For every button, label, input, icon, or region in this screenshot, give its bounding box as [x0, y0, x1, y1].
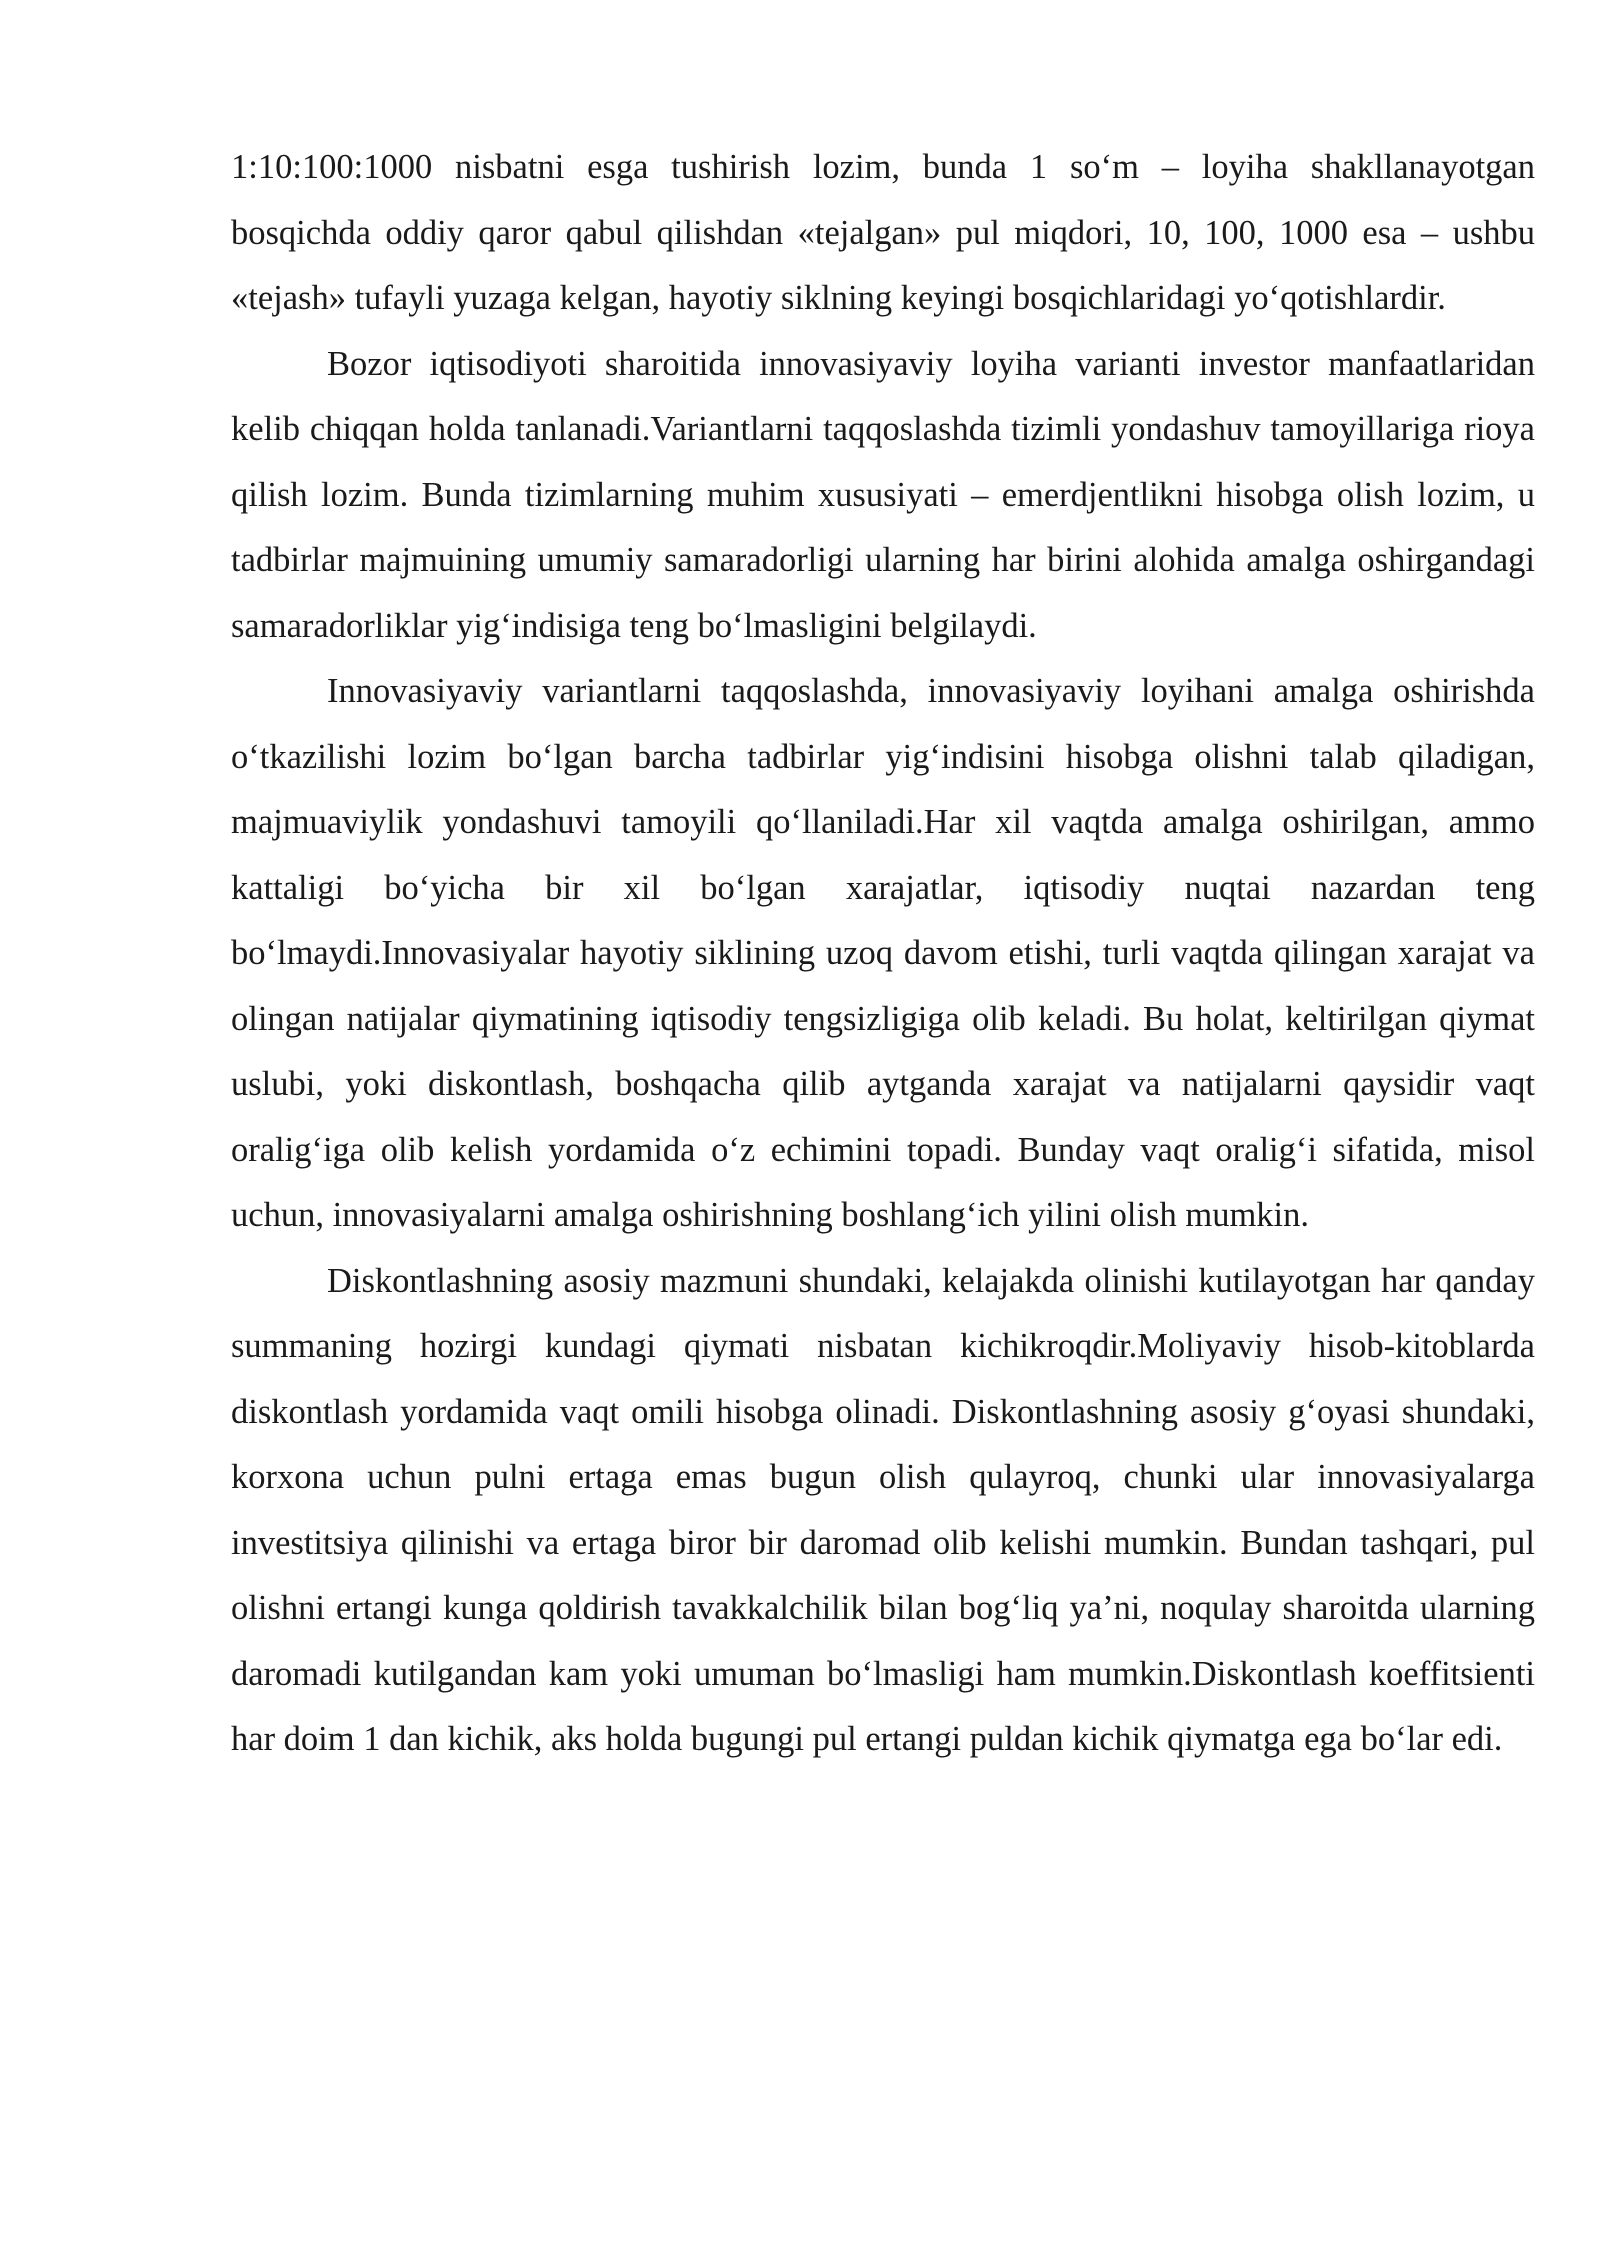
document-body — [231, 135, 1535, 1773]
paragraph-2: Bozor iqtisodiyoti sharoitida innovasiyaviy loyiha varianti investor manfaatlaridan kelib chiqqan holda tanlanadi.Variantlarni taqqoslashda tizimli yondashuv tamoyillariga rioya qilish lozim. Bunda tizimlarning muhim xususiyati – emerdjentlikni hisobga olish lozim, u tadbirlar majmuining umumiy samaradorligi ularning har birini alohida amalga oshirgandagi samaradorliklar yig‘indisiga teng bo‘lmasligini belgilaydi. — [231, 344, 1535, 645]
paragraph-1: 1:10:100:1000 nisbatni esga tushirish lozim, bunda 1 so‘m – loyiha shakllanayotgan bosqichda oddiy qaror qabul qilishdan «tejalgan» pul miqdori, 10, 100, 1000 esa – ushbu «tejash» tufayli yuzaga kelgan, hayotiy siklning keyingi bosqichlaridagi yo‘qotishlardir. — [231, 148, 1535, 317]
paragraph-3: Innovasiyaviy variantlarni taqqoslashda, innovasiyaviy loyihani amalga oshirishda o‘tkazilishi lozim bo‘lgan barcha tadbirlar yig‘indisini hisobga olishni talab qiladigan, majmuaviylik yondashuvi tamoyili qo‘llaniladi.Har xil vaqtda amalga oshirilgan, ammo kattaligi bo‘yicha bir xil bo‘lgan xarajatlar, iqtisodiy nuqtai nazardan teng bo‘lmaydi.Innovasiyalar hayotiy siklining uzoq davom etishi, turli vaqtda qilingan xarajat va olingan natijalar qiymatining iqtisodiy tengsizligiga olib keladi. Bu holat, keltirilgan qiymat uslubi, yoki diskontlash, boshqacha qilib aytganda xarajat va natijalarni qaysidir vaqt oralig‘iga olib kelish yordamida o‘z echimini topadi. Bunday vaqt oralig‘i sifatida, misol uchun, innovasiyalarni amalga oshirishning boshlang‘ich yilini olish mumkin. — [231, 672, 1535, 1234]
paragraph-4: Diskontlashning asosiy mazmuni shundaki, kelajakda olinishi kutilayotgan har qanday summaning hozirgi kundagi qiymati nisbatan kichikroqdir.Moliyaviy hisob-kitoblarda diskontlash yordamida vaqt omili hisobga olinadi. Diskontlashning asosiy g‘oyasi shundaki, korxona uchun pulni ertaga emas bugun olish qulayroq, chunki ular innovasiyalarga investitsiya qilinishi va ertaga biror bir daromad olib kelishi mumkin. Bundan tashqari, pul olishni ertangi kunga qoldirish tavakkalchilik bilan bog‘liq ya’ni, noqulay sharoitda ularning daromadi kutilgandan kam yoki umuman bo‘lmasligi ham mumkin.Diskontlash koeffitsienti har doim 1 dan kichik, aks holda bugungi pul ertangi puldan kichik qiymatga ega bo‘lar edi. — [231, 1261, 1535, 1758]
